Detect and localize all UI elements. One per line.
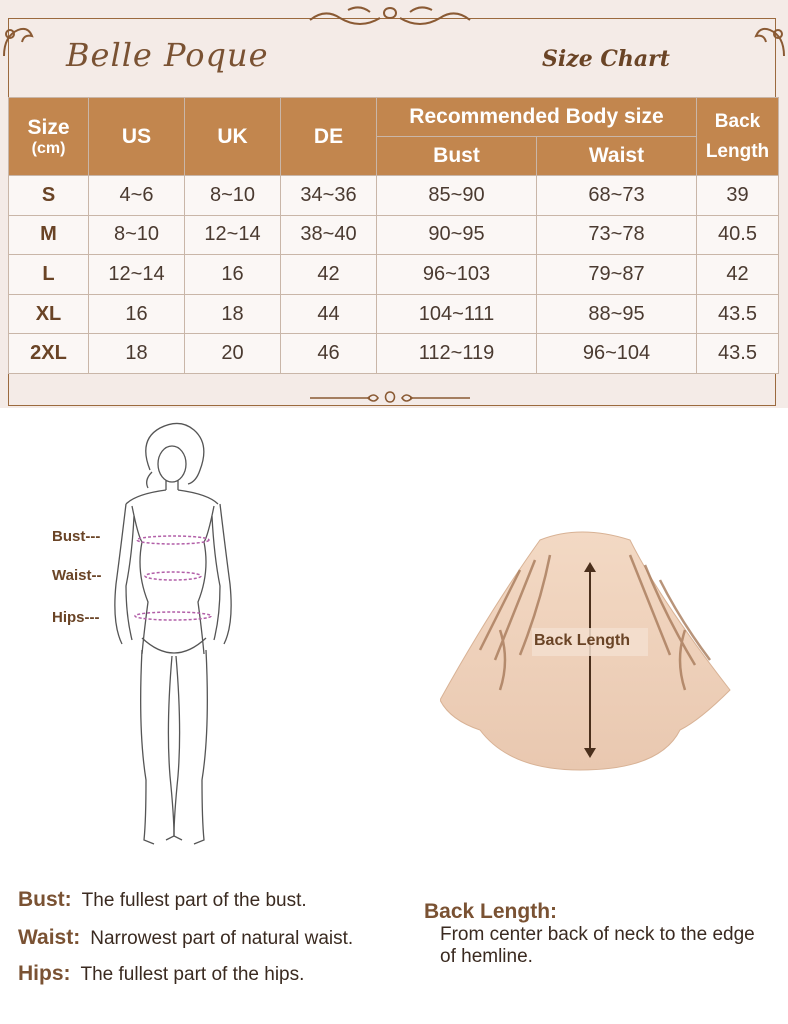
definition-bust-term: Bust: [18, 888, 72, 911]
table-row [9, 215, 779, 255]
cell-size: XL [9, 294, 89, 334]
cell-size: L [9, 255, 89, 295]
cell-us: 12~14 [89, 255, 185, 295]
bottom-ornament-icon [300, 388, 480, 408]
cell-size: 2XL [9, 334, 89, 374]
header-bust: Bust [377, 137, 537, 176]
definition-waist-term: Waist: [18, 926, 81, 949]
definition-hips-text: The fullest part of the hips. [80, 964, 305, 985]
cell-bust: 112~119 [377, 334, 537, 374]
header-recommended: Recommended Body size [377, 98, 697, 137]
cell-uk: 12~14 [185, 215, 281, 255]
cape-back-length-label: Back Length [534, 632, 631, 649]
cell-de: 38~40 [281, 215, 377, 255]
cell-de: 42 [281, 255, 377, 295]
cell-uk: 18 [185, 294, 281, 334]
cell-us: 4~6 [89, 176, 185, 216]
definition-waist-text: Narrowest part of natural waist. [90, 928, 354, 949]
header-back-length [697, 98, 779, 176]
top-ornament-icon [300, 2, 480, 32]
cell-size: M [9, 215, 89, 255]
cell-waist: 96~104 [537, 334, 697, 374]
cell-size: S [9, 176, 89, 216]
size-table [8, 97, 779, 374]
cell-de: 46 [281, 334, 377, 374]
table-row [9, 255, 779, 295]
brand-logo: Belle Poque [66, 36, 269, 74]
header-waist: Waist [537, 137, 697, 176]
header-length-label: Length [705, 140, 770, 162]
cell-us: 18 [89, 334, 185, 374]
header-size-label: Size [27, 115, 70, 139]
definition-bust-text: The fullest part of the bust. [81, 890, 307, 911]
page-title: Size Chart [542, 46, 670, 72]
definition-back-term: Back Length: [424, 900, 558, 923]
cell-us: 16 [89, 294, 185, 334]
header-de: DE [281, 98, 377, 176]
corner-ornament-left-icon [0, 20, 40, 60]
cell-back: 43.5 [697, 334, 779, 374]
cell-back: 43.5 [697, 294, 779, 334]
cell-waist: 88~95 [537, 294, 697, 334]
definition-hips [18, 962, 304, 986]
table-header-row [9, 98, 779, 137]
cell-de: 34~36 [281, 176, 377, 216]
cell-uk: 20 [185, 334, 281, 374]
definition-back-length [424, 900, 770, 968]
definition-hips-term: Hips: [18, 962, 71, 985]
cell-de: 44 [281, 294, 377, 334]
header-size [9, 98, 89, 176]
definition-bust [18, 888, 307, 912]
header-size-unit: (cm) [31, 139, 66, 157]
cell-waist: 79~87 [537, 255, 697, 295]
definition-waist [18, 926, 353, 950]
tag-hips: Hips--- [52, 609, 100, 626]
cell-bust: 90~95 [377, 215, 537, 255]
table-row [9, 176, 779, 216]
cell-waist: 68~73 [537, 176, 697, 216]
cell-bust: 96~103 [377, 255, 537, 295]
table-row [9, 334, 779, 374]
cell-us: 8~10 [89, 215, 185, 255]
cell-back: 42 [697, 255, 779, 295]
definition-back-text: From center back of neck to the edge of hemline. [440, 924, 755, 967]
cell-uk: 8~10 [185, 176, 281, 216]
tag-waist: Waist-- [52, 567, 102, 584]
header-uk: UK [185, 98, 281, 176]
header-back-label: Back [714, 110, 761, 132]
cell-bust: 104~111 [377, 294, 537, 334]
tag-bust: Bust--- [52, 528, 101, 545]
body-figure-illustration [110, 420, 240, 860]
corner-ornament-right-icon [748, 20, 788, 60]
cell-uk: 16 [185, 255, 281, 295]
cell-waist: 73~78 [537, 215, 697, 255]
size-chart-panel [0, 0, 788, 408]
cell-back: 39 [697, 176, 779, 216]
header-us: US [89, 98, 185, 176]
cell-bust: 85~90 [377, 176, 537, 216]
cell-back: 40.5 [697, 215, 779, 255]
table-row [9, 294, 779, 334]
